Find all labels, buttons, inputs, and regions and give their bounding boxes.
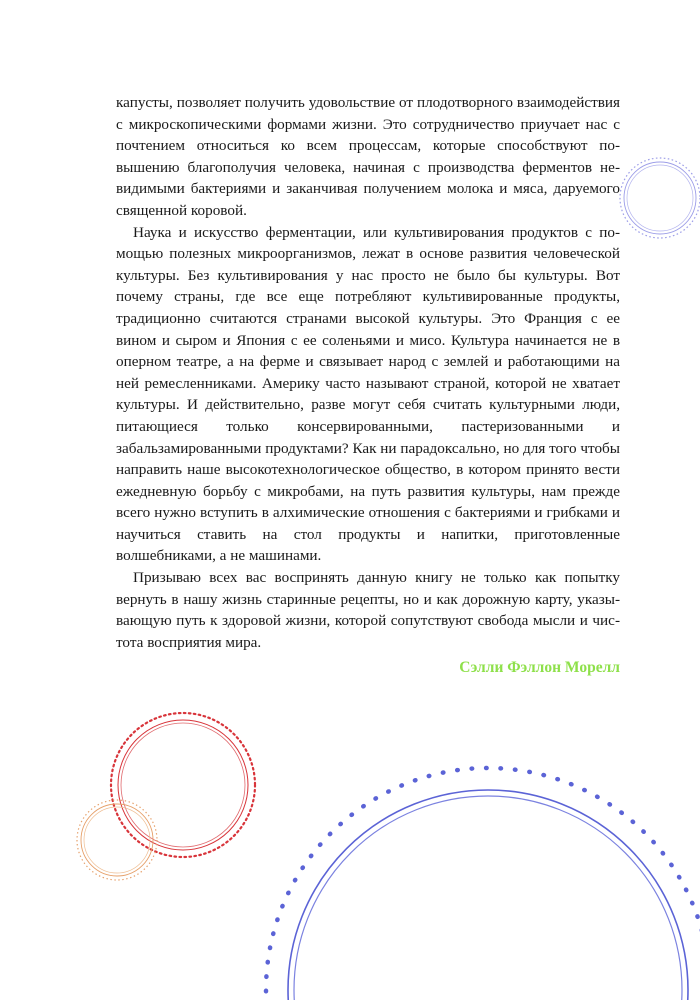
- paragraph: Наука и искусство ферментации, или культивирования продуктов с помощью полезных микроорганизмов, лежат в основе развития человеческой культуры. Без культивирования у нас просто не было бы культуры. Вот почему страны, где все еще потребляют культивированные продукты, традиционно считаются странами высокой культуры. Это Франция с ее вином и сыром и Япония с ее соленьями и мисо. Культура начинается не в оперном театре, а на ферме и связывает народ с землей и работающими на ней ремесленниками. Америку часто называют страной, которой не хватает культуры. И действительно, разве могут себя считать культурными люди, питающиеся только консервированными, пастеризованными и забальзамированными продуктами? Как ни парадоксально, но для того чтобы направить наше высокотехнологическое общество, в котором принято вести ежедневную борьбу с микробами, на путь развития культуры, нам прежде всего нужно вступить в алхимические отношения с бактериями и грибками и научиться ставить на стол продукты и напитки, приготовленные волшебниками, а не машинами.: [116, 223, 620, 565]
- lavender-circle-ornament: [620, 158, 700, 238]
- paragraph: капусты, позволяет получить удовольствие от плодотворного взаимодействия с микроскопическими формами жизни. Это сотрудничество приучает нас с почтением относиться ко всем процессам, которые способствуют повышению благополучия человека, начиная с производства ферментов невидимыми бактериями и заканчивая получением молока и мяса, даруемого священной коровой.: [116, 94, 620, 219]
- blue-circle-ornament: [266, 768, 700, 1000]
- paragraph: Призываю всех вас воспринять данную книгу не только как попытку вернуть в нашу жизнь старинные рецепты, но и как дорожную карту, указывающую путь к здоровой жизни, которой сопутствуют свобода мысли и чистота восприятия мира.: [116, 569, 620, 651]
- orange-circle-ornament: [77, 800, 157, 880]
- body-text: [116, 92, 620, 679]
- red-circle-ornament: [111, 713, 255, 857]
- author-signature: Сэлли Фэллон Морелл: [459, 659, 620, 677]
